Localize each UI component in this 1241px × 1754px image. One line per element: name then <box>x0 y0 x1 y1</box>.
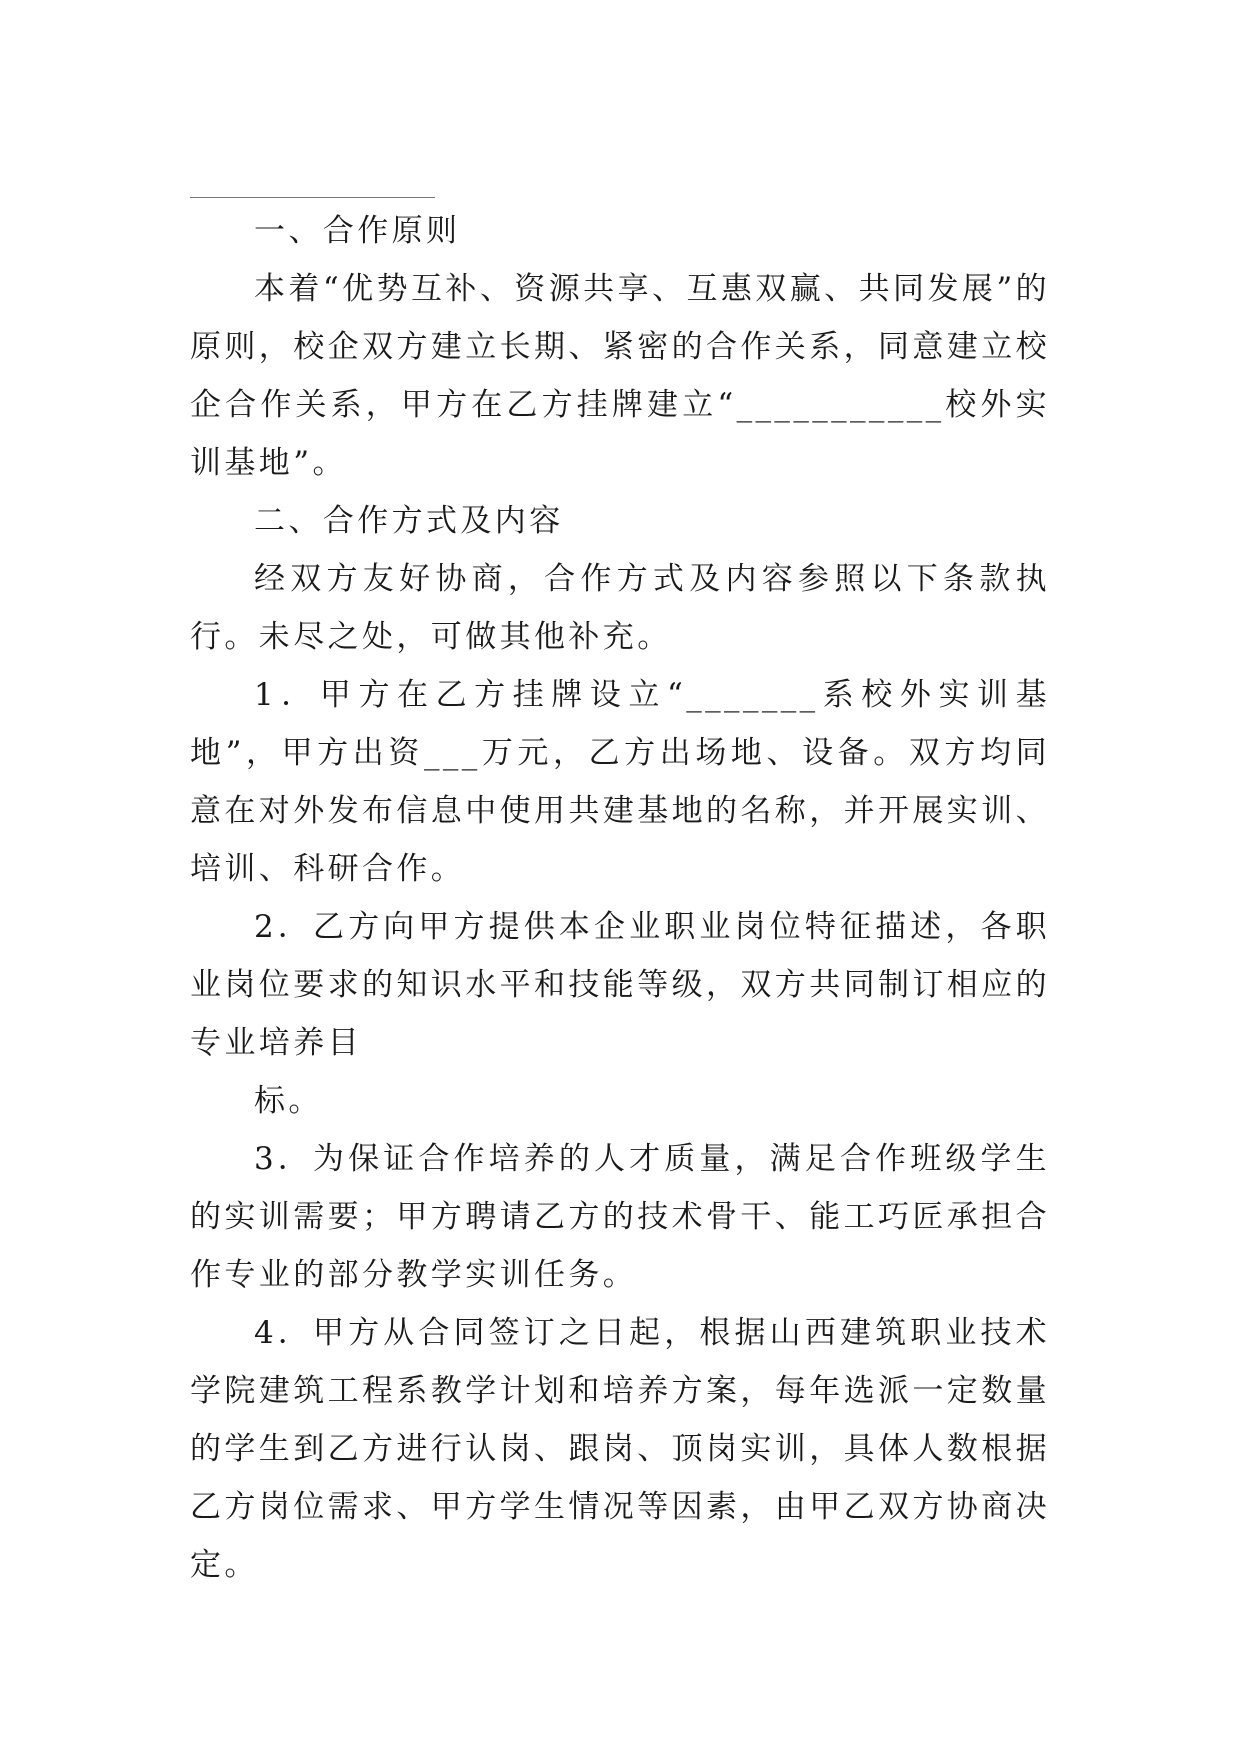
paragraph-principles: 本着“优势互补、资源共享、互惠双赢、共同发展”的原则，校企双方建立长期、紧密的合作关系，同意建立校企合作关系，甲方在乙方挂牌建立“___________校外实训基地”。 <box>190 271 1050 481</box>
section-heading-principles: 一、合作原则 <box>254 213 461 249</box>
clause-2-continued: 标。 <box>254 1083 323 1119</box>
document-body <box>190 180 1050 1594</box>
clause-2: 2．乙方向甲方提供本企业职业岗位特征描述，各职业岗位要求的知识水平和技能等级，双方共同制订相应的专业培养目 <box>190 909 1050 1061</box>
clause-3: 3．为保证合作培养的人才质量，满足合作班级学生的实训需要；甲方聘请乙方的技术骨干、能工巧匠承担合作专业的部分教学实训任务。 <box>190 1141 1050 1293</box>
section-heading-cooperation: 二、合作方式及内容 <box>254 503 564 539</box>
clause-4: 4．甲方从合同签订之日起，根据山西建筑职业技术学院建筑工程系教学计划和培养方案，每年选派一定数量的学生到乙方进行认岗、跟岗、顶岗实训，具体人数根据乙方岗位需求、甲方学生情况等因素，由甲乙双方协商决定。 <box>190 1315 1050 1583</box>
paragraph-cooperation-intro: 经双方友好协商，合作方式及内容参照以下条款执行。未尽之处，可做其他补充。 <box>190 561 1050 655</box>
clause-1: 1．甲方在乙方挂牌设立“_______系校外实训基地”，甲方出资___万元，乙方出场地、设备。双方均同意在对外发布信息中使用共建基地的名称，并开展实训、培训、科研合作。 <box>190 677 1050 887</box>
